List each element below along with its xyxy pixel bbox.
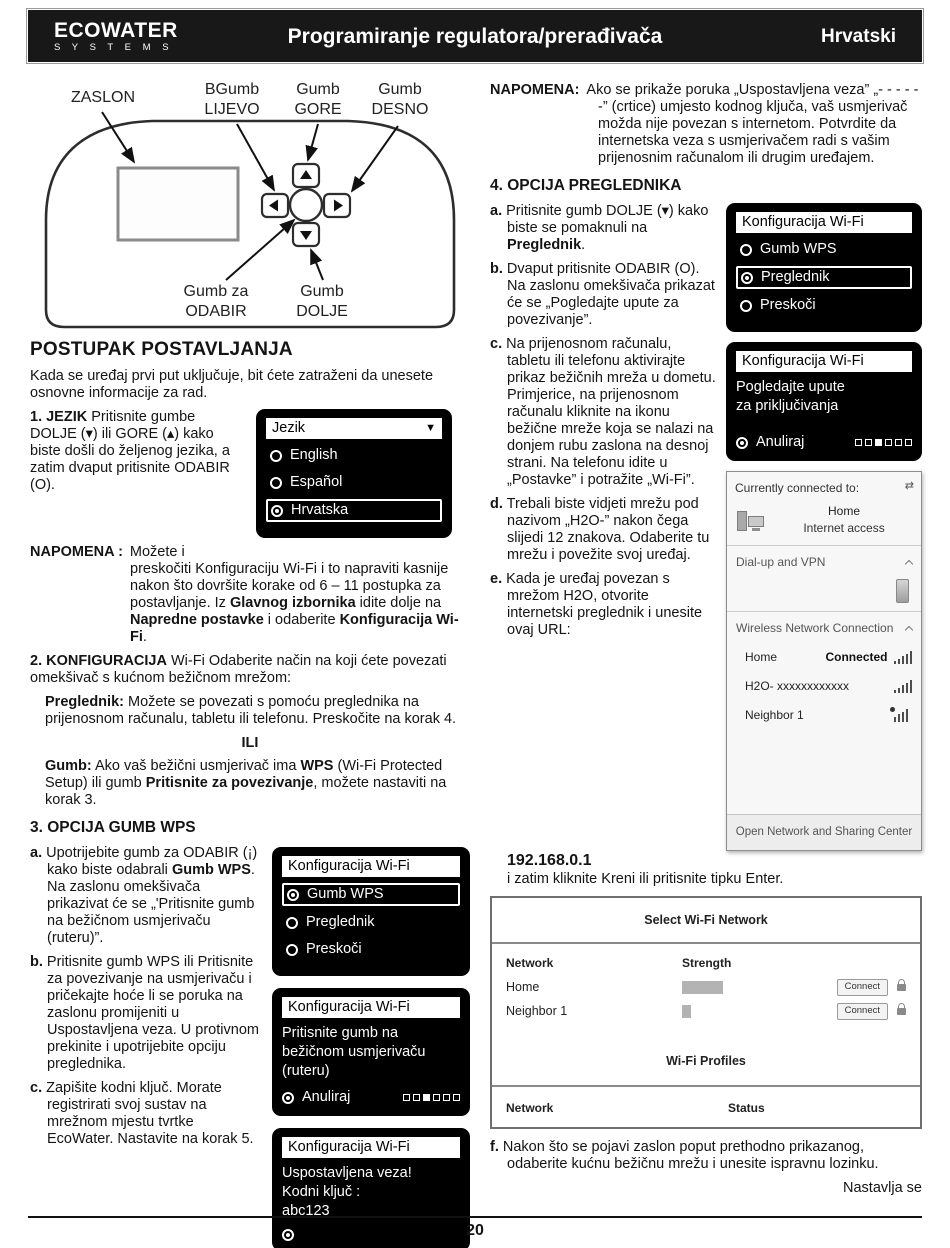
lcd-see-instructions: Konfiguracija Wi-Fi Pogledajte upute za priključivanja Anuliraj bbox=[726, 342, 922, 461]
lcd-option-espanol[interactable]: Español bbox=[266, 472, 442, 493]
ecowater-logo bbox=[54, 20, 178, 53]
step3c-paragraph: c. Zapišite kodni ključ. Morate registrirati svoj sustav na mrežnom mjestu tvrtke EcoWater. Nastavite na korak 5. bbox=[30, 1080, 254, 1147]
connected-network-name: Home bbox=[827, 504, 860, 518]
radio-selected-icon bbox=[736, 437, 748, 449]
controller-diagram bbox=[30, 78, 470, 330]
lcd-language-screen bbox=[256, 409, 452, 538]
wifi-row-neighbor[interactable]: Neighbor 1 bbox=[727, 701, 921, 730]
radio-icon bbox=[286, 944, 298, 956]
or-divider: ILI bbox=[241, 735, 259, 751]
dialup-section-header[interactable]: Dial-up and VPN bbox=[727, 545, 921, 577]
connected-to-label: Currently connected to: bbox=[735, 481, 860, 495]
left-column bbox=[30, 78, 470, 1248]
step1-row bbox=[30, 409, 470, 538]
button-option-paragraph: Gumb: Ako vaš bežični usmjerivač ima WPS (Wi-Fi Protected Setup) ili gumb Pritisnite za povezivanje, možete nastaviti na korak 3. bbox=[45, 758, 447, 808]
page-header-bar bbox=[28, 10, 922, 62]
dropdown-icon: ▼ bbox=[425, 422, 436, 434]
status-column-header: Status bbox=[728, 1101, 765, 1115]
strength-column-header: Strength bbox=[682, 956, 732, 970]
signal-strength-icon bbox=[894, 651, 913, 664]
step2-paragraph: 2. KONFIGURACIJA Wi-Fi Odaberite način na koji ćete povezati omekšivač s kućnom bežičnom mrežom: bbox=[30, 653, 447, 686]
connect-button[interactable]: Connect bbox=[837, 979, 888, 996]
step4d-paragraph: d. Trebali biste vidjeti mrežu pod nazivom „H2O-” nakon čega slijedi 12 znakova. Odaberite tu mrežu i povežite svoj uređaj. bbox=[490, 496, 710, 563]
lcd-option-preglednik[interactable]: Preglednik bbox=[736, 266, 912, 289]
lcd-header: Konfiguracija Wi-Fi bbox=[282, 997, 460, 1018]
step4f-paragraph: f. Nakon što se pojavi zaslon poput prethodno prikazanog, odaberite kućnu bežičnu mrežu i unesite ispravnu lozinku. bbox=[490, 1139, 879, 1172]
continued-label: Nastavlja se bbox=[843, 1180, 922, 1196]
setup-heading: POSTUPAK POSTAVLJANJA bbox=[30, 339, 293, 360]
note-left: NAPOMENA : Možete i preskočiti Konfiguraciju Wi-Fi i to napraviti kasnije nakon što dovršite korake od 6 – 11 postupka za postavljanje. Iz Glavnog izbornika idite dolje na Napredne postavke i odaberite Konfiguracija Wi-Fi. bbox=[30, 544, 459, 645]
network-column-header: Network bbox=[506, 956, 554, 970]
label-up-button: Gumb GORE bbox=[294, 81, 342, 118]
strength-bar bbox=[682, 981, 723, 994]
network-column-header: Network bbox=[506, 1101, 554, 1115]
label-right-button: Gumb DESNO bbox=[371, 81, 429, 118]
logo-line2: S Y S T E M S bbox=[54, 41, 174, 53]
network-row-home: Home Connect bbox=[492, 975, 920, 999]
note-right: NAPOMENA: Ako se prikaže poruka „Uspostavljena veza” „- - - - - -” (crtice) umjesto kodnog ključa, vaš usmjerivač možda nije povezan s internetom. Potvrdite da internetska veza s usmjerivačem radi s vašim prijenosnim računalom ili drugim uređajem. bbox=[490, 82, 919, 166]
page-number: 20 bbox=[466, 1222, 484, 1239]
lock-icon bbox=[897, 1008, 906, 1015]
cancel-option[interactable]: Anuliraj bbox=[302, 1089, 351, 1105]
step4b-paragraph: b. Dvaput pritisnite ODABIR (O). Na zaslonu omekšivača prikazat će se „Pogledajte upute za povezivanje”. bbox=[490, 261, 715, 328]
label-left-button: BGumb LIJEVO bbox=[204, 81, 260, 118]
radio-icon bbox=[286, 917, 298, 929]
page-title: Programiranje regulatora/prerađivača bbox=[287, 24, 663, 48]
connect-button[interactable]: Connect bbox=[837, 1003, 888, 1020]
radio-icon bbox=[740, 244, 752, 256]
radio-selected-icon bbox=[741, 272, 753, 284]
signal-strength-icon bbox=[894, 680, 913, 693]
lcd-header: Konfiguracija Wi-Fi bbox=[736, 212, 912, 233]
section4-text bbox=[490, 203, 718, 851]
network-row-neighbor: Neighbor 1 Connect bbox=[492, 999, 920, 1023]
section3-heading: 3. OPCIJA GUMB WPS bbox=[30, 819, 196, 836]
lcd-option-preskoci[interactable]: Preskoči bbox=[282, 939, 460, 960]
radio-icon bbox=[270, 477, 282, 489]
strength-bar bbox=[682, 1005, 691, 1018]
down-button[interactable] bbox=[293, 223, 319, 246]
signal-badge bbox=[890, 707, 895, 712]
open-network-sharing-link[interactable]: Open Network and Sharing Center bbox=[727, 814, 921, 850]
internet-access-label: Internet access bbox=[803, 521, 885, 535]
lcd-header: Konfiguracija Wi-Fi bbox=[282, 1137, 460, 1158]
label-zaslon: ZASLON bbox=[70, 89, 135, 106]
step3b-paragraph: b. Pritisnite gumb WPS ili Pritisnite za povezivanje na usmjerivaču i pričekajte hoće li se poruka na zaslonu promijeniti u Uspostavljena veza. U protivnom prekinite i upotrijebite opciju preglednika. bbox=[30, 954, 259, 1072]
computer-icon bbox=[735, 507, 767, 533]
collapse-chevron-icon bbox=[905, 626, 913, 634]
windows-network-flyout bbox=[726, 471, 922, 851]
lcd-language-header[interactable]: Jezik ▼ bbox=[266, 418, 442, 439]
modem-icon bbox=[896, 579, 909, 603]
radio-selected-icon bbox=[287, 889, 299, 901]
cancel-option[interactable]: Anuliraj bbox=[756, 434, 805, 450]
up-button[interactable] bbox=[293, 164, 319, 187]
section4-figures bbox=[726, 203, 922, 851]
section3-body bbox=[30, 845, 470, 1248]
section4-heading: 4. OPCIJA PREGLEDNIKA bbox=[490, 177, 682, 194]
lcd-header: Konfiguracija Wi-Fi bbox=[282, 856, 460, 877]
radio-icon bbox=[740, 300, 752, 312]
connection-status: Connected bbox=[825, 650, 888, 664]
lcd-connection-established: Konfiguracija Wi-Fi Uspostavljena veza! Kodni ključ : abc123 bbox=[272, 1128, 470, 1248]
logo-line1: ECOWATER bbox=[54, 18, 178, 42]
select-wifi-title: Select Wi-Fi Network bbox=[492, 898, 920, 944]
language-label: Hrvatski bbox=[821, 25, 896, 47]
lcd-press-router-button: Konfiguracija Wi-Fi Pritisnite gumb na bežičnom usmjerivaču (ruteru) Anuliraj bbox=[272, 988, 470, 1116]
lcd-option-gumb-wps[interactable]: Gumb WPS bbox=[282, 883, 460, 906]
url-address: 192.168.0.1 bbox=[507, 852, 592, 869]
lock-icon bbox=[897, 984, 906, 991]
signal-strength-icon bbox=[894, 709, 913, 722]
section3-figures bbox=[272, 847, 470, 1248]
radio-selected-icon bbox=[282, 1092, 294, 1104]
step3a-paragraph: a. Upotrijebite gumb za ODABIR (¡) kako biste odabrali Gumb WPS. Na zaslonu omekšivača prikazivat će se „'Pritisnite gumb na bežičnom usmjerivaču (ruteru)”. bbox=[30, 845, 258, 946]
progress-indicator bbox=[403, 1094, 460, 1101]
setup-intro: Kada se uređaj prvi put uključuje, bit ćete zatraženi da unesete osnovne informacije za rad. bbox=[30, 368, 434, 401]
wireless-section-header[interactable]: Wireless Network Connection bbox=[727, 611, 921, 643]
browser-option-paragraph: Preglednik: Možete se povezati s pomoću preglednika na prijenosnom računalu, tabletu ili telefonu. Preskočite na korak 4. bbox=[45, 694, 457, 727]
step4c-paragraph: c. Na prijenosnom računalu, tabletu ili telefonu aktivirajte prikaz bežičnih mreža u dometu. Primjerice, na prijenosnom računalu kliknite na ikonu bežične mreže koja se nalazi na donjem rubu zaslona na desnoj strani. Na telefonu idite u „Postavke” i potražite „Wi-Fi”. bbox=[490, 336, 716, 488]
url-block bbox=[507, 851, 922, 888]
lcd-option-preskoci[interactable]: Preskoči bbox=[736, 295, 912, 316]
select-wifi-panel bbox=[490, 896, 922, 1129]
label-down-button: Gumb DOLJE bbox=[296, 283, 348, 320]
lcd-option-preglednik[interactable]: Preglednik bbox=[282, 912, 460, 933]
lcd-option-hrvatska[interactable]: Hrvatska bbox=[266, 499, 442, 522]
lcd-wifi-config-wps-selected bbox=[272, 847, 470, 976]
select-button[interactable] bbox=[290, 189, 322, 221]
progress-indicator bbox=[855, 439, 912, 446]
step4e-paragraph: e. Kada je uređaj povezan s mrežom H2O, otvorite internetski preglednik i unesite ovaj URL: bbox=[490, 571, 703, 638]
lcd-cancel-row bbox=[736, 434, 912, 451]
radio-selected-icon bbox=[271, 505, 283, 517]
label-select-button: Gumb za ODABIR bbox=[183, 283, 249, 320]
refresh-icon[interactable]: ⇄ bbox=[904, 480, 914, 492]
lcd-cancel-row bbox=[282, 1089, 460, 1106]
step1-paragraph: 1. JEZIK Pritisnite gumbe DOLJE (▾) ili GORE (▴) kako biste došli do željenog jezika, a zatim dvaput pritisnite ODABIR (O). bbox=[30, 409, 230, 493]
lcd-wifi-config-browser-selected bbox=[726, 203, 922, 332]
lcd-option-english[interactable]: English bbox=[266, 445, 442, 466]
section4-body bbox=[490, 203, 922, 851]
device-screen bbox=[118, 168, 238, 240]
right-button[interactable] bbox=[324, 194, 350, 217]
wifi-row-h2o[interactable]: H2O- xxxxxxxxxxxx bbox=[727, 672, 921, 701]
radio-icon bbox=[270, 450, 282, 462]
collapse-chevron-icon bbox=[905, 560, 913, 568]
lcd-header: Konfiguracija Wi-Fi bbox=[736, 351, 912, 372]
left-button[interactable] bbox=[262, 194, 288, 217]
step4a-paragraph: a. Pritisnite gumb DOLJE (▾) kako biste se pomaknuli na Preglednik. bbox=[490, 203, 709, 253]
wifi-profiles-title: Wi-Fi Profiles bbox=[492, 1053, 920, 1087]
lcd-option-gumb-wps[interactable]: Gumb WPS bbox=[736, 239, 912, 260]
footer-rule bbox=[28, 1216, 922, 1218]
wifi-row-home[interactable]: Home Connected bbox=[727, 643, 921, 672]
right-column bbox=[490, 82, 922, 1197]
url-tail: i zatim kliknite Kreni ili pritisnite tipku Enter. bbox=[507, 871, 784, 887]
